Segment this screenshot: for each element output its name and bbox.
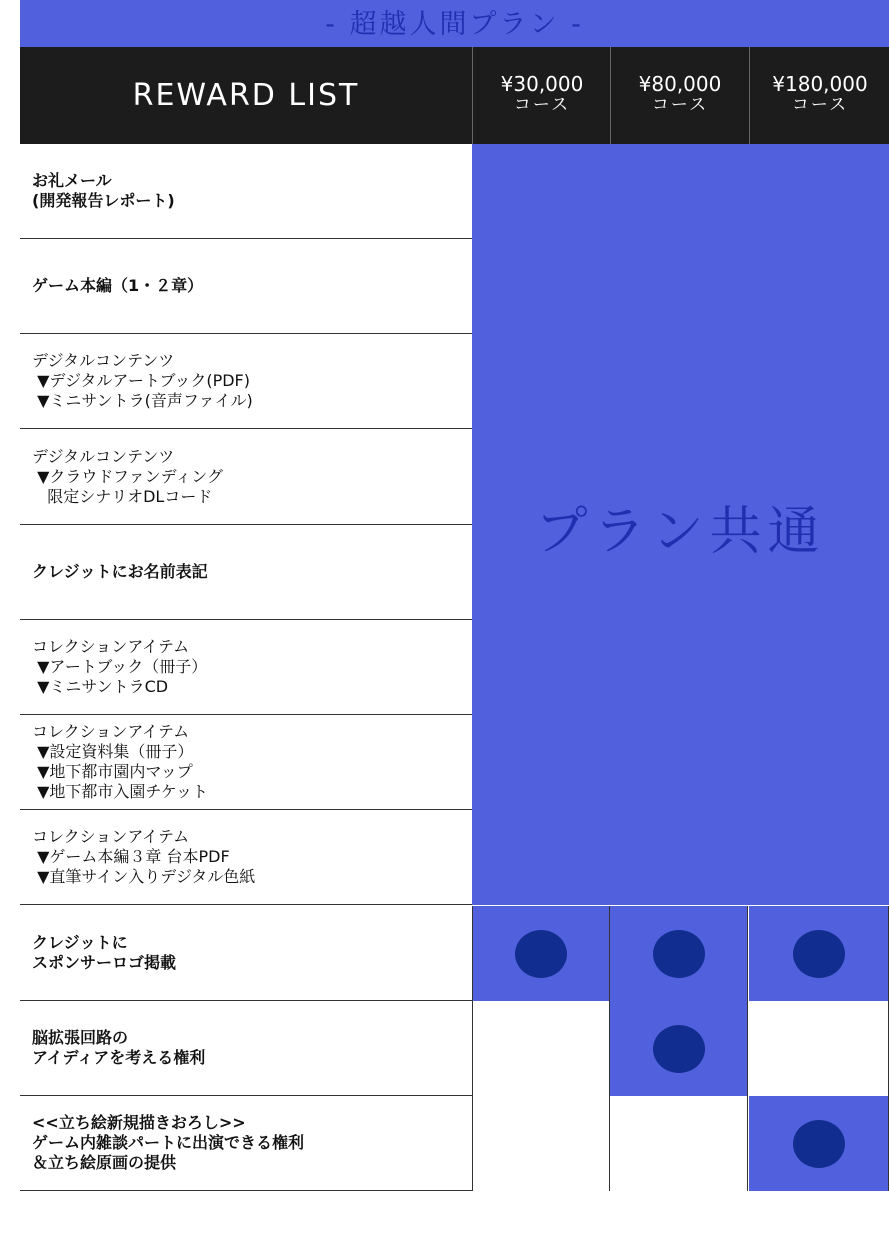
reward-line: お礼メール (32, 171, 112, 190)
common-plan-label: プラン共通 (535, 502, 826, 562)
reward-row (20, 620, 472, 715)
reward-description (32, 1028, 468, 1068)
course-cell (610, 1096, 748, 1191)
course-unit: コース (651, 95, 709, 115)
included-dot-icon (793, 1120, 845, 1168)
reward-line: ▼地下都市園内マップ (32, 762, 193, 781)
reward-line: (開発報告レポート) (32, 191, 175, 210)
course-cell (610, 906, 748, 1001)
course-cell (472, 906, 610, 1001)
reward-list-heading: REWARD LIST (132, 78, 360, 113)
course-price: ¥30,000 (500, 72, 584, 96)
reward-description (32, 637, 468, 697)
reward-line: ▼ミニサントラCD (32, 677, 169, 696)
reward-line: ▼クラウドファンディング (32, 467, 223, 486)
reward-description (32, 933, 468, 973)
reward-line: コレクションアイテム (32, 722, 190, 741)
reward-line: <<立ち絵新規描きおろし>> (32, 1113, 246, 1132)
reward-line: ＆立ち絵原画の提供 (32, 1153, 177, 1172)
reward-table-page (20, 0, 889, 1200)
reward-description (32, 562, 468, 582)
reward-description (32, 722, 468, 802)
reward-line: クレジットにお名前表記 (32, 562, 208, 581)
course-cell (610, 1001, 748, 1096)
reward-row (20, 906, 472, 1001)
course-unit: コース (791, 95, 849, 115)
included-dot-icon (653, 1025, 705, 1073)
course-price: ¥180,000 (772, 72, 868, 96)
reward-line: 脳拡張回路の (32, 1028, 129, 1047)
reward-description (32, 351, 468, 411)
reward-description (32, 276, 468, 296)
course-price: ¥80,000 (638, 72, 722, 96)
course-unit: コース (513, 95, 571, 115)
reward-description (32, 827, 468, 887)
reward-line: コレクションアイテム (32, 637, 190, 656)
reward-line: アイディアを考える権利 (32, 1048, 206, 1067)
reward-line: コレクションアイテム (32, 827, 190, 846)
reward-row (20, 239, 472, 334)
reward-description (32, 171, 468, 211)
course-cell (472, 1096, 610, 1191)
reward-row (20, 430, 472, 525)
course-cell (749, 1096, 889, 1191)
course-cell (472, 1001, 610, 1096)
reward-line: ▼地下都市入園チケット (32, 782, 208, 801)
reward-line: 限定シナリオDLコード (32, 487, 213, 506)
reward-line: クレジットに (32, 933, 128, 952)
reward-row (20, 525, 472, 620)
plan-title-banner: - 超越人間プラン - (20, 0, 889, 47)
included-dot-icon (793, 930, 845, 978)
common-plan-block (472, 144, 889, 905)
course-cell (749, 1001, 889, 1096)
reward-line: ▼デジタルアートブック(PDF) (32, 371, 251, 390)
reward-row (20, 334, 472, 429)
reward-description (32, 1113, 468, 1173)
included-dot-icon (653, 930, 705, 978)
reward-line: デジタルコンテンツ (32, 447, 175, 466)
course-30000-header (472, 47, 611, 144)
reward-line: ゲーム内雑談パートに出演できる権利 (32, 1133, 305, 1152)
reward-description (32, 447, 468, 507)
table-header (20, 47, 889, 144)
course-cell (749, 906, 889, 1001)
reward-line: ▼ミニサントラ(音声ファイル) (32, 391, 253, 410)
reward-line: ▼ゲーム本編３章 台本PDF (32, 847, 230, 866)
reward-line: ゲーム本編（1・２章） (32, 276, 204, 295)
reward-row (20, 144, 472, 239)
course-80000-header (610, 47, 749, 144)
reward-row (20, 1001, 472, 1096)
reward-line: デジタルコンテンツ (32, 351, 175, 370)
reward-line: ▼アートブック（冊子） (32, 657, 208, 676)
reward-line: ▼設定資料集（冊子） (32, 742, 194, 761)
reward-line: スポンサーロゴ掲載 (32, 953, 177, 972)
reward-row (20, 715, 472, 810)
included-dot-icon (515, 930, 567, 978)
course-180000-header (749, 47, 889, 144)
reward-row (20, 810, 472, 905)
reward-line: ▼直筆サイン入りデジタル色紙 (32, 867, 256, 886)
reward-row (20, 1096, 472, 1191)
